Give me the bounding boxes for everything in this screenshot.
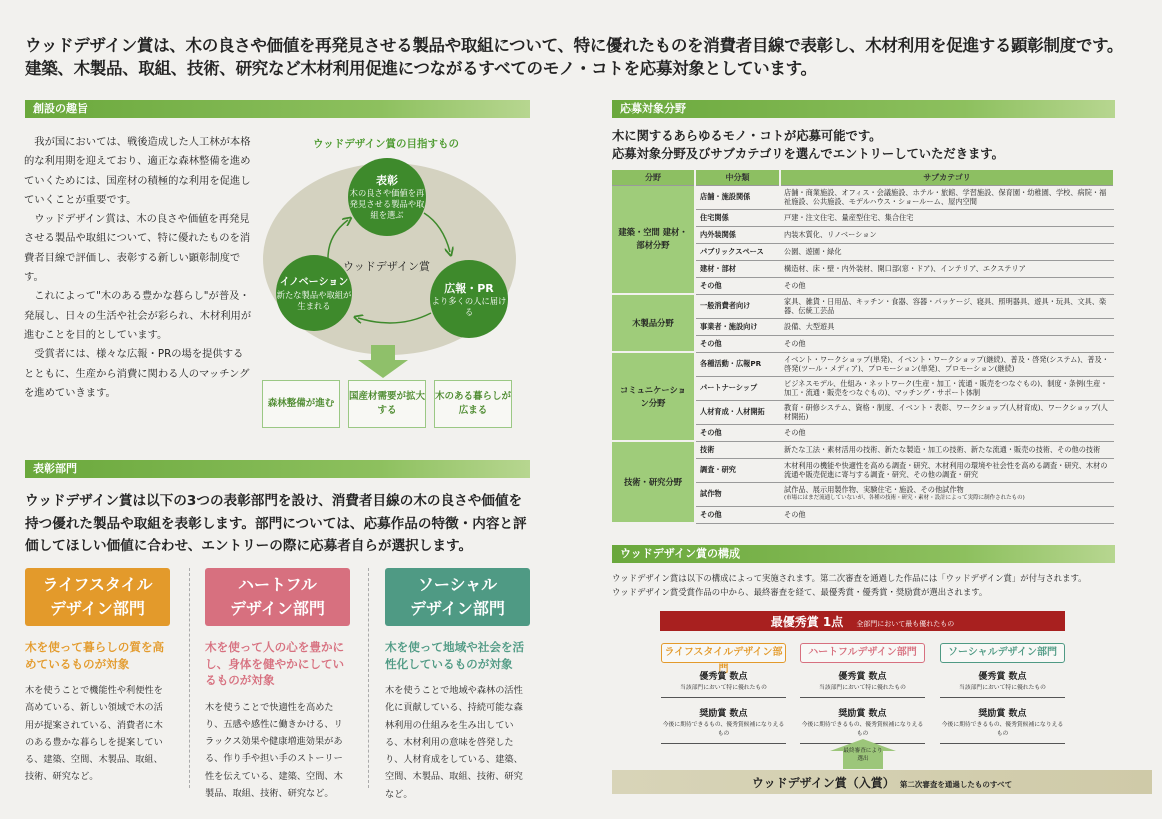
middle-cell: その他 xyxy=(695,335,780,352)
circle-pr: 広報・PR より多くの人に届ける xyxy=(430,260,508,338)
sub-cell: 木材利用の機能や快適性を高める調査・研究、木材利用の環境や社会性を高める調査・研究、木材の流通や販売促進に寄与する調査・研究、その他の調査・研究 xyxy=(780,458,1114,482)
middle-cell: その他 xyxy=(695,506,780,523)
department-2 xyxy=(205,568,350,802)
divider xyxy=(368,568,369,788)
sub-cell: 設備、大型遊具 xyxy=(780,318,1114,335)
header-field: 分野 xyxy=(612,170,695,185)
middle-cell: 試作物 xyxy=(695,482,780,506)
award-column: ライフスタイルデザイン部門 優秀賞 数点 当該部門において特に優れたもの 奨励賞 数点 今後に期待できるもの、優秀賞候補になりえるもの xyxy=(661,643,786,744)
department-title: ハートフル デザイン部門 xyxy=(205,568,350,626)
award-dept-tag: ライフスタイルデザイン部門 xyxy=(661,643,786,663)
sub-cell: その他 xyxy=(780,277,1114,294)
base-award-bar: ウッドデザイン賞（入賞） 第二次審査を通過したものすべて xyxy=(612,770,1152,794)
goals-diagram: ウッドデザイン賞の目指すもの 表彰 木の良さや価値を再発見させる製品や取組を選ぶ 広報・PR より多くの人に届ける イノベーション 新たな製品や取組が生まれる ウッドデザイン賞 xyxy=(258,130,538,430)
middle-cell: 技術 xyxy=(695,441,780,458)
outcome-2: 国産材需要が拡大する xyxy=(348,380,426,428)
field-cell: 建築・空間 建材・部材分野 xyxy=(612,185,695,294)
middle-cell: 店舗・施設関係 xyxy=(695,185,780,209)
department-desc: 木を使うことで快適性を高めたり、五感や感性に働きかける、リラックス効果や健康増進効果がある、作り手や担い手のストーリー性を伝えている、建築、空間、木製品、取組、技術、研究など。 xyxy=(205,701,343,799)
sub-cell: ビジネスモデル、仕組み・ネットワーク(生産・加工・流通・販売をつなぐもの)、制度・条例(生産・加工・流通・販売をつなぐもの)、マッチング・サポート体制 xyxy=(780,376,1114,400)
header-middle: 中分類 xyxy=(695,170,780,185)
divider xyxy=(189,568,190,788)
department-target: 木を使って人の心を豊かにし、身体を健やかにしているものが対象 xyxy=(205,640,345,687)
circle-award: 表彰 木の良さや価値を再発見させる製品や取組を選ぶ xyxy=(348,158,426,236)
table-row xyxy=(612,352,1114,376)
middle-cell: 内外装関係 xyxy=(695,226,780,243)
sub-cell: 新たな工法・素材活用の技術、新たな製造・加工の技術、新たな流通・販売の技術、その他の技術 xyxy=(780,441,1114,458)
section-categories: 応募対象分野 xyxy=(612,100,1115,118)
table-row xyxy=(612,294,1114,318)
department-target: 木を使って暮らしの質を高めているものが対象 xyxy=(25,640,165,671)
table-row xyxy=(612,185,1114,209)
field-cell: 技術・研究分野 xyxy=(612,441,695,523)
middle-cell: 人材育成・人材開拓 xyxy=(695,400,780,424)
department-target: 木を使って地域や社会を活性化しているものが対象 xyxy=(385,640,525,671)
award-column: ハートフルデザイン部門 優秀賞 数点 当該部門において特に優れたもの 奨励賞 数点 今後に期待できるもの、優秀賞候補になりえるもの xyxy=(800,643,925,744)
founding-text: 我が国においては、戦後造成した人工林が本格的な利用期を迎えており、適正な森林整備を進めていくためには、国産材の積極的な利用を促進していくことが重要です。 ウッドデザイン賞は、木の良さや価値を再発見させる製品や取組について、特に優れたものを消費者目線で評価し、表彰する新しい顕彰制度です。 これによって"木のある豊かな暮らし"が普及・発展し、日々の生活や社会が彩られ、木材利用が進むことを目的としています。 受賞者には、様々な広報・PRの場を提供するとともに、生産から消費に関わる人のマッチングを進めていきます。 xyxy=(24,136,252,399)
middle-cell: パブリックスペース xyxy=(695,243,780,260)
diagram-center: ウッドデザイン賞 xyxy=(343,260,431,273)
section-departments: 表彰部門 xyxy=(25,460,530,478)
middle-cell: その他 xyxy=(695,277,780,294)
field-cell: コミュニケーション分野 xyxy=(612,352,695,441)
header-sub: サブカテゴリ xyxy=(780,170,1114,185)
section-structure: ウッドデザイン賞の構成 xyxy=(612,545,1115,563)
department-title: ソーシャル デザイン部門 xyxy=(385,568,530,626)
department-desc: 木を使うことで地域や森林の活性化に貢献している、持続可能な森林利用の仕組みを生み出している、木材利用の意味を啓発したり、人材育成をしている、建築、空間、木製品、取組、技術、研究など。 xyxy=(385,685,523,800)
department-title: ライフスタイル デザイン部門 xyxy=(25,568,170,626)
sub-cell: その他 xyxy=(780,424,1114,441)
department-3 xyxy=(385,568,530,803)
sub-cell: 内装木質化、リノベーション xyxy=(780,226,1114,243)
middle-cell: パートナーシップ xyxy=(695,376,780,400)
top-award-banner: 最優秀賞 1点 全部門において最も優れたもの xyxy=(660,611,1065,631)
award-dept-tag: ハートフルデザイン部門 xyxy=(800,643,925,663)
sub-cell: 戸建・注文住宅、量産型住宅、集合住宅 xyxy=(780,209,1114,226)
departments-intro: ウッドデザイン賞は以下の3つの表彰部門を設け、消費者目線の木の良さや価値を持つ優れた製品や取組を表彰します。部門については、応募作品の特徴・内容と評価してほしい価値に合わせ、エントリーの際に応募者自らが選択します。 xyxy=(25,493,527,554)
sub-cell: イベント・ワークショップ(単発)、イベント・ワークショップ(継続)、普及・啓発(システム)、普及・啓発(ツール・メディア)、プロモーション(単発)、プロモーション(継続) xyxy=(780,352,1114,376)
outcome-3: 木のある暮らしが広まる xyxy=(434,380,512,428)
sub-cell: その他 xyxy=(780,335,1114,352)
sub-cell: 教育・研修システム、資格・制度、イベント・表彰、ワークショップ(人材育成)、ワークショップ(人材開拓) xyxy=(780,400,1114,424)
section-founding: 創設の趣旨 xyxy=(25,100,530,118)
award-dept-tag: ソーシャルデザイン部門 xyxy=(940,643,1065,663)
headline: ウッドデザイン賞は、木の良さや価値を再発見させる製品や取組について、特に優れたものを消費者目線で表彰し、木材利用を促進する顕彰制度です。 建築、木製品、取組、技術、研究など木材利用促進につながるすべてのモノ・コトを応募対象としています。 xyxy=(25,36,1124,78)
field-cell: 木製品分野 xyxy=(612,294,695,352)
award-column: ソーシャルデザイン部門 優秀賞 数点 当該部門において特に優れたもの 奨励賞 数点 今後に期待できるもの、優秀賞候補になりえるもの xyxy=(940,643,1065,744)
sub-cell: 公園、遊園・緑化 xyxy=(780,243,1114,260)
sub-cell: その他 xyxy=(780,506,1114,523)
sub-cell: 店舗・商業施設、オフィス・会議施設、ホテル・旅館、学習施設、保育園・幼稚園、学校、病院・福祉施設、公共施設、モデルハウス・ショールーム、屋内空間 xyxy=(780,185,1114,209)
middle-cell: 一般消費者向け xyxy=(695,294,780,318)
sub-cell: 家具、雑貨・日用品、キッチン・食器、容器・パッケージ、寝具、照明器具、遊具・玩具、文具、楽器、伝統工芸品 xyxy=(780,294,1114,318)
department-desc: 木を使うことで機能性や利便性を高めている、新しい領域で木の活用が提案されている、消費者に木のある豊かな暮らしを提案している、建築、空間、木製品、取組、技術、研究など。 xyxy=(25,685,163,783)
sub-cell: 試作品、展示用製作物、実験住宅・施設、その他試作物 (市場にはまだ流通していないが、各種の技術・研究・素材・設計によって実際に制作されたもの) xyxy=(780,482,1114,506)
table-row xyxy=(612,441,1114,458)
structure-lead: ウッドデザイン賞は以下の構成によって実施されます。第二次審査を通過した作品には「ウッドデザイン賞」が付与されます。 ウッドデザイン賞受賞作品の中から、最終審査を経て、最優秀賞・優秀賞・奨励賞が選出されます。 xyxy=(612,573,1087,597)
middle-cell: 各種活動・広報PR xyxy=(695,352,780,376)
circle-innovation: イノベーション 新たな製品や取組が生まれる xyxy=(276,255,352,331)
selection-label: 最終審査により選出 xyxy=(843,748,883,762)
outcome-1: 森林整備が進む xyxy=(262,380,340,428)
middle-cell: 調査・研究 xyxy=(695,458,780,482)
department-1 xyxy=(25,568,170,786)
middle-cell: 事業者・施設向け xyxy=(695,318,780,335)
sub-cell: 構造材、床・壁・内外装材、開口部(窓・ドア)、インテリア、エクステリア xyxy=(780,260,1114,277)
categories-lead: 木に関するあらゆるモノ・コトが応募可能です。 応募対象分野及びサブカテゴリを選んでエントリーしていただきます。 xyxy=(612,129,1004,161)
middle-cell: その他 xyxy=(695,424,780,441)
middle-cell: 建材・部材 xyxy=(695,260,780,277)
category-table xyxy=(612,170,1115,524)
middle-cell: 住宅関係 xyxy=(695,209,780,226)
